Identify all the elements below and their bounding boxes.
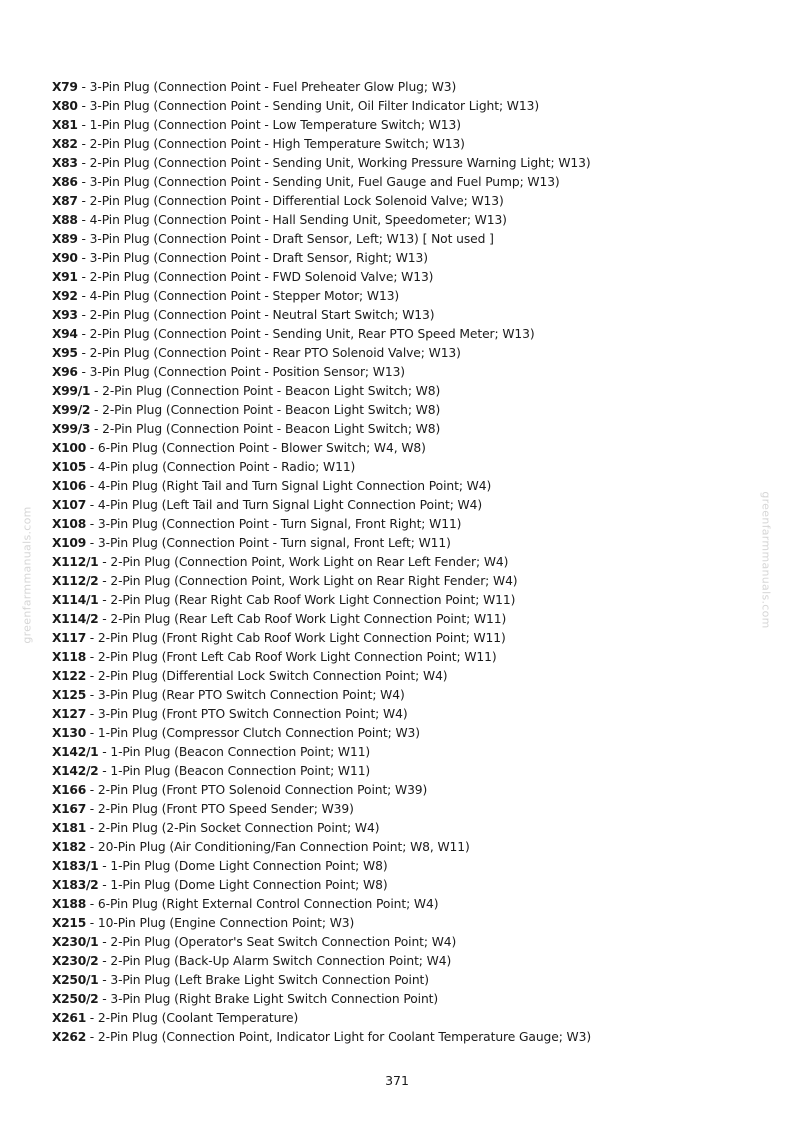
- connector-description: - 1-Pin Plug (Dome Light Connection Point; W8): [98, 878, 388, 892]
- connector-entry: [52, 724, 752, 743]
- connector-code: X112/2: [52, 574, 99, 588]
- connector-code: X262: [52, 1030, 86, 1044]
- connector-entry: [52, 496, 752, 515]
- connector-description: - 6-Pin Plug (Right External Control Connection Point; W4): [85, 897, 439, 911]
- connector-description: - 2-Pin Plug (Rear Right Cab Roof Work Light Connection Point; W11): [98, 593, 516, 607]
- connector-description: - 4-Pin plug (Connection Point - Radio; W11): [85, 460, 356, 474]
- connector-description: - 2-Pin Plug (Front PTO Speed Sender; W39): [85, 802, 354, 816]
- connector-code: X87: [52, 194, 78, 208]
- connector-entry: [52, 477, 752, 496]
- connector-description: - 3-Pin Plug (Connection Point - Turn Signal, Front Right; W11): [85, 517, 462, 531]
- connector-entry: [52, 97, 752, 116]
- connector-entry: [52, 1028, 752, 1047]
- connector-code: X166: [52, 783, 86, 797]
- page-number: 371: [385, 1073, 409, 1088]
- connector-entry: [52, 857, 752, 876]
- connector-code: X118: [52, 650, 86, 664]
- connector-entry: [52, 401, 752, 420]
- connector-description: - 2-Pin Plug (Connection Point - Beacon Light Switch; W8): [90, 384, 441, 398]
- connector-description: - 3-Pin Plug (Left Brake Light Switch Connection Point): [98, 973, 429, 987]
- connector-entry: [52, 895, 752, 914]
- connector-code: X250/2: [52, 992, 99, 1006]
- connector-code: X114/1: [52, 593, 99, 607]
- connector-description: - 2-Pin Plug (2-Pin Socket Connection Point; W4): [85, 821, 380, 835]
- connector-code: X99/2: [52, 403, 91, 417]
- connector-entry: [52, 306, 752, 325]
- connector-entry: [52, 325, 752, 344]
- connector-description: - 2-Pin Plug (Connection Point - Neutral Start Switch; W13): [77, 308, 435, 322]
- connector-code: X130: [52, 726, 86, 740]
- connector-entry: [52, 192, 752, 211]
- connector-description: - 2-Pin Plug (Back-Up Alarm Switch Connection Point; W4): [98, 954, 452, 968]
- connector-entry: [52, 990, 752, 1009]
- connector-description: - 2-Pin Plug (Connection Point - Beacon Light Switch; W8): [90, 403, 441, 417]
- connector-code: X90: [52, 251, 78, 265]
- connector-entry: [52, 610, 752, 629]
- connector-entry: [52, 268, 752, 287]
- connector-entry: [52, 686, 752, 705]
- connector-description: - 10-Pin Plug (Engine Connection Point; W3): [85, 916, 355, 930]
- connector-description: - 2-Pin Plug (Connection Point - Sending Unit, Rear PTO Speed Meter; W13): [77, 327, 535, 341]
- connector-description: - 6-Pin Plug (Connection Point - Blower Switch; W4, W8): [85, 441, 426, 455]
- connector-code: X142/2: [52, 764, 99, 778]
- connector-code: X95: [52, 346, 78, 360]
- connector-entry: [52, 971, 752, 990]
- connector-description: - 2-Pin Plug (Front Left Cab Roof Work Light Connection Point; W11): [85, 650, 497, 664]
- connector-description: - 2-Pin Plug (Connection Point, Work Light on Rear Left Fender; W4): [98, 555, 509, 569]
- connector-description: - 4-Pin Plug (Right Tail and Turn Signal Light Connection Point; W4): [85, 479, 492, 493]
- connector-code: X181: [52, 821, 86, 835]
- connector-code: X112/1: [52, 555, 99, 569]
- connector-code: X83: [52, 156, 78, 170]
- connector-entry: [52, 211, 752, 230]
- connector-entry: [52, 344, 752, 363]
- connector-code: X250/1: [52, 973, 99, 987]
- connector-code: X88: [52, 213, 78, 227]
- connector-entry: [52, 591, 752, 610]
- connector-description: - 3-Pin Plug (Connection Point - Position Sensor; W13): [77, 365, 405, 379]
- connector-description: - 3-Pin Plug (Connection Point - Sending Unit, Fuel Gauge and Fuel Pump; W13): [77, 175, 560, 189]
- connector-entry: [52, 648, 752, 667]
- connector-code: X108: [52, 517, 86, 531]
- connector-code: X86: [52, 175, 78, 189]
- connector-code: X125: [52, 688, 86, 702]
- connector-description: - 1-Pin Plug (Dome Light Connection Point; W8): [98, 859, 388, 873]
- connector-entry: [52, 287, 752, 306]
- connector-description: - 2-Pin Plug (Connection Point - Differential Lock Solenoid Valve; W13): [77, 194, 504, 208]
- connector-code: X114/2: [52, 612, 99, 626]
- connector-description: - 2-Pin Plug (Differential Lock Switch Connection Point; W4): [85, 669, 448, 683]
- connector-description: - 1-Pin Plug (Connection Point - Low Temperature Switch; W13): [77, 118, 461, 132]
- connector-list: [52, 78, 752, 1047]
- connector-entry: [52, 819, 752, 838]
- connector-code: X261: [52, 1011, 86, 1025]
- connector-description: - 2-Pin Plug (Operator's Seat Switch Connection Point; W4): [98, 935, 457, 949]
- connector-entry: [52, 420, 752, 439]
- connector-entry: [52, 78, 752, 97]
- connector-code: X230/2: [52, 954, 99, 968]
- connector-description: - 3-Pin Plug (Connection Point - Turn signal, Front Left; W11): [85, 536, 451, 550]
- watermark-left: greenfarmmanuals.com: [20, 506, 34, 644]
- connector-code: X182: [52, 840, 86, 854]
- connector-code: X117: [52, 631, 86, 645]
- connector-code: X183/2: [52, 878, 99, 892]
- connector-entry: [52, 363, 752, 382]
- connector-code: X80: [52, 99, 78, 113]
- connector-entry: [52, 230, 752, 249]
- connector-code: X92: [52, 289, 78, 303]
- watermark-right: greenfarmmanuals.com: [759, 491, 773, 629]
- connector-code: X79: [52, 80, 78, 94]
- connector-description: - 2-Pin Plug (Connection Point - FWD Solenoid Valve; W13): [77, 270, 434, 284]
- connector-entry: [52, 249, 752, 268]
- connector-description: - 3-Pin Plug (Connection Point - Draft Sensor, Left; W13) [ Not used ]: [77, 232, 494, 246]
- connector-description: - 2-Pin Plug (Front Right Cab Roof Work Light Connection Point; W11): [85, 631, 506, 645]
- connector-code: X99/1: [52, 384, 91, 398]
- connector-code: X109: [52, 536, 86, 550]
- connector-code: X122: [52, 669, 86, 683]
- connector-entry: [52, 781, 752, 800]
- connector-entry: [52, 439, 752, 458]
- connector-description: - 1-Pin Plug (Beacon Connection Point; W11): [98, 745, 371, 759]
- connector-code: X82: [52, 137, 78, 151]
- connector-entry: [52, 116, 752, 135]
- connector-entry: [52, 876, 752, 895]
- connector-entry: [52, 553, 752, 572]
- connector-entry: [52, 154, 752, 173]
- connector-description: - 2-Pin Plug (Connection Point - Rear PTO Solenoid Valve; W13): [77, 346, 461, 360]
- connector-entry: [52, 534, 752, 553]
- connector-description: - 2-Pin Plug (Connection Point, Work Light on Rear Right Fender; W4): [98, 574, 518, 588]
- connector-code: X106: [52, 479, 86, 493]
- connector-description: - 20-Pin Plug (Air Conditioning/Fan Connection Point; W8, W11): [85, 840, 470, 854]
- connector-description: - 2-Pin Plug (Connection Point, Indicator Light for Coolant Temperature Gauge; W3): [85, 1030, 592, 1044]
- connector-code: X142/1: [52, 745, 99, 759]
- connector-entry: [52, 135, 752, 154]
- connector-entry: [52, 743, 752, 762]
- connector-description: - 1-Pin Plug (Compressor Clutch Connection Point; W3): [85, 726, 420, 740]
- connector-code: X96: [52, 365, 78, 379]
- connector-entry: [52, 572, 752, 591]
- connector-description: - 2-Pin Plug (Rear Left Cab Roof Work Light Connection Point; W11): [98, 612, 507, 626]
- connector-description: - 2-Pin Plug (Coolant Temperature): [85, 1011, 299, 1025]
- connector-description: - 3-Pin Plug (Connection Point - Draft Sensor, Right; W13): [77, 251, 428, 265]
- connector-entry: [52, 173, 752, 192]
- connector-code: X105: [52, 460, 86, 474]
- connector-code: X215: [52, 916, 86, 930]
- connector-code: X167: [52, 802, 86, 816]
- connector-entry: [52, 914, 752, 933]
- connector-description: - 2-Pin Plug (Connection Point - Beacon Light Switch; W8): [90, 422, 441, 436]
- connector-description: - 4-Pin Plug (Left Tail and Turn Signal Light Connection Point; W4): [85, 498, 483, 512]
- connector-description: - 4-Pin Plug (Connection Point - Stepper Motor; W13): [77, 289, 400, 303]
- connector-description: - 2-Pin Plug (Connection Point - Sending Unit, Working Pressure Warning Light; W13): [77, 156, 591, 170]
- connector-code: X100: [52, 441, 86, 455]
- connector-description: - 3-Pin Plug (Front PTO Switch Connection Point; W4): [85, 707, 408, 721]
- connector-code: X127: [52, 707, 86, 721]
- connector-entry: [52, 800, 752, 819]
- connector-code: X107: [52, 498, 86, 512]
- connector-entry: [52, 933, 752, 952]
- connector-code: X81: [52, 118, 78, 132]
- connector-entry: [52, 1009, 752, 1028]
- connector-description: - 3-Pin Plug (Rear PTO Switch Connection Point; W4): [85, 688, 405, 702]
- connector-entry: [52, 838, 752, 857]
- connector-entry: [52, 629, 752, 648]
- connector-code: X89: [52, 232, 78, 246]
- connector-description: - 4-Pin Plug (Connection Point - Hall Sending Unit, Speedometer; W13): [77, 213, 507, 227]
- connector-description: - 3-Pin Plug (Connection Point - Fuel Preheater Glow Plug; W3): [77, 80, 457, 94]
- connector-entry: [52, 667, 752, 686]
- connector-entry: [52, 458, 752, 477]
- connector-description: - 3-Pin Plug (Connection Point - Sending Unit, Oil Filter Indicator Light; W13): [77, 99, 540, 113]
- connector-description: - 3-Pin Plug (Right Brake Light Switch Connection Point): [98, 992, 439, 1006]
- connector-entry: [52, 762, 752, 781]
- connector-description: - 2-Pin Plug (Connection Point - High Temperature Switch; W13): [77, 137, 465, 151]
- connector-code: X230/1: [52, 935, 99, 949]
- connector-code: X93: [52, 308, 78, 322]
- connector-entry: [52, 705, 752, 724]
- connector-description: - 2-Pin Plug (Front PTO Solenoid Connection Point; W39): [85, 783, 428, 797]
- connector-description: - 1-Pin Plug (Beacon Connection Point; W11): [98, 764, 371, 778]
- connector-entry: [52, 382, 752, 401]
- connector-entry: [52, 952, 752, 971]
- connector-code: X99/3: [52, 422, 91, 436]
- connector-code: X188: [52, 897, 86, 911]
- connector-entry: [52, 515, 752, 534]
- connector-code: X94: [52, 327, 78, 341]
- connector-code: X91: [52, 270, 78, 284]
- connector-code: X183/1: [52, 859, 99, 873]
